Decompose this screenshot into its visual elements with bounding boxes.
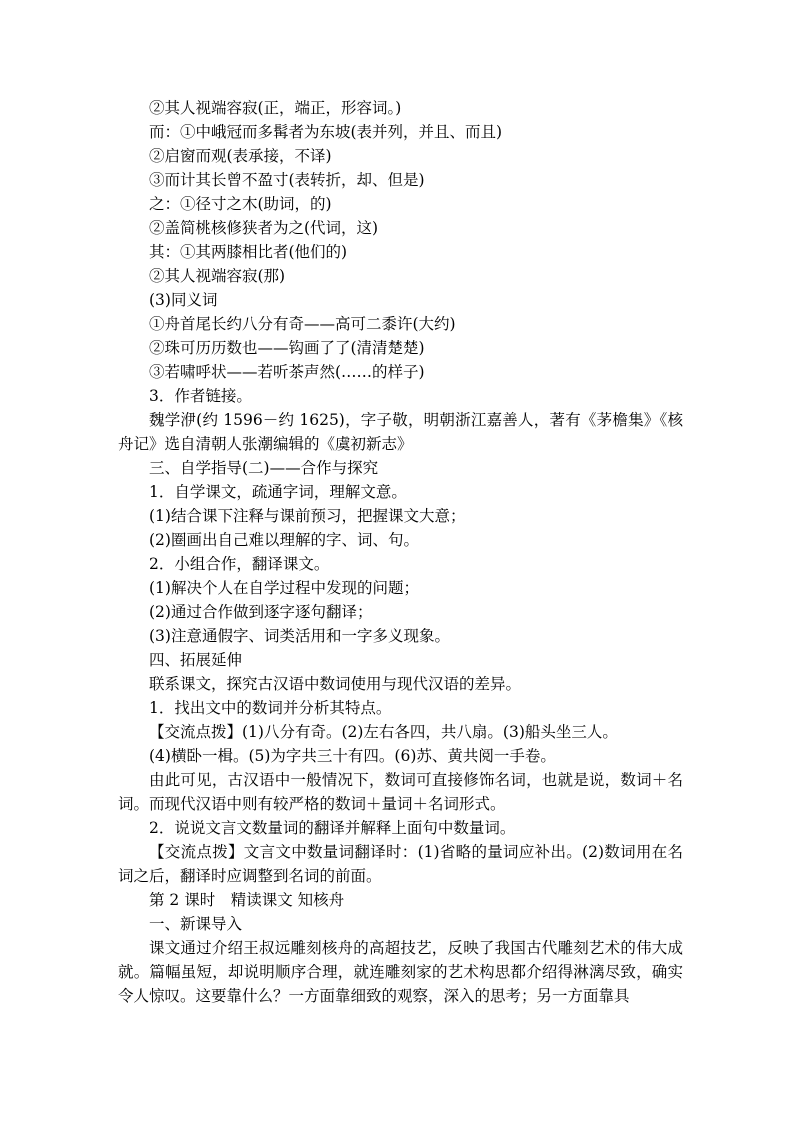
- text-line: 1．自学课文，疏通字词，理解文意。: [149, 483, 407, 501]
- text-line: ①舟首尾长约八分有奇——高可二黍许(大约): [149, 315, 456, 333]
- text-line: 其：①其两膝相比者(他们的): [149, 243, 348, 261]
- section-heading: 四、拓展延伸: [149, 651, 243, 669]
- text-line: (1)结合课下注释与课前预习，把握课文大意；: [149, 507, 466, 525]
- text-line: 1．找出文中的数词并分析其特点。: [149, 699, 392, 717]
- section-heading: 三、自学指导(二)——合作与探究: [149, 459, 379, 477]
- answer-paragraph: 【交流点拨】文言文中数量词翻译时：(1)省略的量词应补出。(2)数词用在名词之后，翻译时应调整到名词的前面。: [118, 843, 683, 885]
- text-line: ②其人视端容寂(那): [149, 267, 286, 285]
- text-line: 之：①径寸之木(助词，的): [149, 195, 332, 213]
- text-line: ②盖简桃核修狭者为之(代词，这): [149, 219, 379, 237]
- text-line: ③而计其长曾不盈寸(表转折，却、但是): [149, 171, 425, 189]
- text-line: (2)圈画出自己难以理解的字、词、句。: [149, 531, 419, 549]
- text-line: (1)解决个人在自学过程中发现的问题；: [149, 579, 419, 597]
- text-line: 2．小组合作，翻译课文。: [149, 555, 330, 573]
- answer-line: (4)横卧一楫。(5)为字共三十有四。(6)苏、黄共阅一手卷。: [149, 747, 556, 765]
- lesson-heading: 第 2 课时 精读课文 知核舟: [149, 891, 345, 909]
- conclusion-paragraph: 由此可见，古汉语中一般情况下，数词可直接修饰名词，也就是说，数词＋名词。而现代汉语中则有较严格的数词＋量词＋名词形式。: [118, 771, 683, 813]
- text-line: 2．说说文言文数量词的翻译并解释上面句中数量词。: [149, 819, 516, 837]
- answer-line: 【交流点拨】(1)八分有奇。(2)左右各四，共八扇。(3)船头坐三人。: [149, 723, 618, 741]
- text-line: 3．作者链接。: [149, 387, 252, 405]
- text-line: 而：①中峨冠而多髯者为东坡(表并列，并且、而且): [149, 123, 503, 141]
- text-line: ③若啸呼状——若听茶声然(……的样子): [149, 363, 425, 381]
- text-line: ②启窗而观(表承接，不译): [149, 147, 332, 165]
- text-line: ②其人视端容寂(正，端正，形容词。): [149, 99, 402, 117]
- text-line: ②珠可历历数也——钩画了了(清清楚楚): [149, 339, 425, 357]
- intro-paragraph: 课文通过介绍王叔远雕刻核舟的高超技艺，反映了我国古代雕刻艺术的伟大成就。篇幅虽短，却说明顺序合理，就连雕刻家的艺术构思都介绍得淋漓尽致，确实令人惊叹。这要靠什么？一方面靠细致的观察，深入的思考；另一方面靠具: [118, 939, 683, 1005]
- document-body: [118, 96, 683, 1008]
- text-line: (3)同义词: [149, 291, 218, 309]
- text-line: 联系课文，探究古汉语中数词使用与现代汉语的差异。: [149, 675, 522, 693]
- text-line: (3)注意通假字、词类活用和一字多义现象。: [149, 627, 450, 645]
- section-heading: 一、新课导入: [149, 915, 243, 933]
- text-line: (2)通过合作做到逐字逐句翻译；: [149, 603, 373, 621]
- author-paragraph: 魏学洢(约 1596－约 1625)，字子敬，明朝浙江嘉善人，著有《茅檐集》《核舟记》选自清朝人张潮编辑的《虞初新志》: [118, 411, 683, 453]
